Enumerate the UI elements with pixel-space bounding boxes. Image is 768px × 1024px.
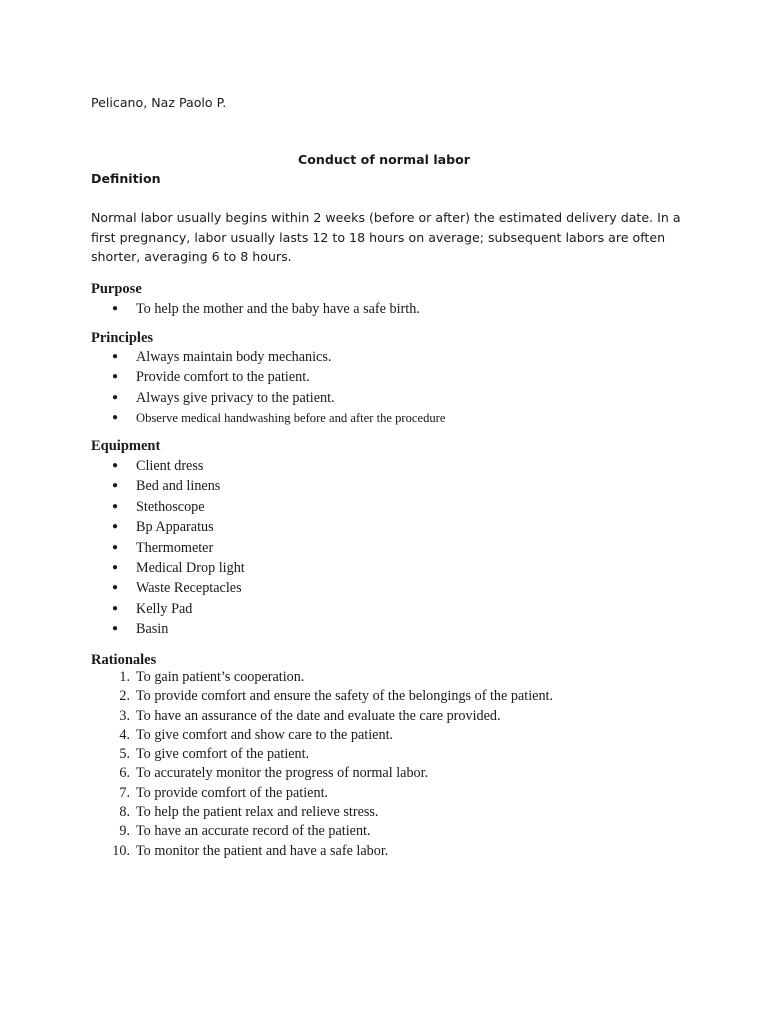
bullet-icon: ● [112,500,119,512]
bullet-icon: ● [112,521,119,533]
rationales-heading: Rationales [91,652,157,668]
list-item: ● Client dress [0,456,768,476]
bullet-icon: ● [112,303,119,314]
list-item: ● Waste Receptacles [0,578,768,598]
list-item: ● Always maintain body mechanics. [0,347,768,367]
document-title: Conduct of normal labor [297,152,471,167]
bullet-icon: ● [112,561,119,573]
list-item: ● Medical Drop light [0,558,768,578]
principles-heading: Principles [91,330,154,346]
list-item: ● Stethoscope [0,497,768,517]
list-item: 1. To gain patient’s cooperation. [119,669,305,685]
list-item: ● Bp Apparatus [0,517,768,537]
list-item: 2. To provide comfort and ensure the safety of the belongings of the patient. [119,688,554,705]
bullet-icon: ● [112,623,119,635]
definition-text: Normal labor usually begins within 2 weeks (before or after) the estimated delivery date. In a first pregnancy, labor usually lasts 12 to 18 hours on average; subsequent labors are often shorter, averaging 6 to 8 hours. [91,210,681,264]
list-item: 8. To help the patient relax and relieve stress. [119,804,379,821]
bullet-icon: ● [112,602,119,614]
list-item: ● Observe medical handwashing before and after the procedure [0,408,768,428]
list-item: 9. To have an accurate record of the patient. [119,823,371,840]
list-item: 6. To accurately monitor the progress of normal labor. [119,765,429,782]
bullet-icon: ● [112,480,119,492]
list-item: ● To help the mother and the baby have a safe birth. [0,299,768,319]
list-item: ● Kelly Pad [0,599,768,619]
list-item: 3. To have an assurance of the date and evaluate the care provided. [119,707,501,724]
equipment-heading: Equipment [91,438,161,454]
list-item: ● Basin [0,619,768,639]
list-item: 10. To monitor the patient and have a safe labor. [112,842,389,859]
list-item: 4. To give comfort and show care to the patient. [119,726,394,743]
principles-list [0,347,768,429]
bullet-icon: ● [112,371,119,383]
list-item: ● Thermometer [0,538,768,558]
list-item: 5. To give comfort of the patient. [119,746,310,763]
bullet-icon: ● [112,412,119,424]
list-item: ● Bed and linens [0,476,768,496]
purpose-heading: Purpose [91,281,142,297]
rationales-list [0,668,768,861]
purpose-list [0,299,768,319]
definition-heading: Definition [91,171,161,186]
list-item: ● Always give privacy to the patient. [0,388,768,408]
list-item: 7. To provide comfort of the patient. [119,784,329,801]
list-item: ● Provide comfort to the patient. [0,367,768,387]
author-name: Pelicano, Naz Paolo P. [91,95,227,110]
bullet-icon: ● [112,541,119,553]
equipment-list [0,456,768,640]
bullet-icon: ● [112,460,119,471]
bullet-icon: ● [112,351,119,362]
bullet-icon: ● [112,391,119,403]
bullet-icon: ● [112,582,119,594]
